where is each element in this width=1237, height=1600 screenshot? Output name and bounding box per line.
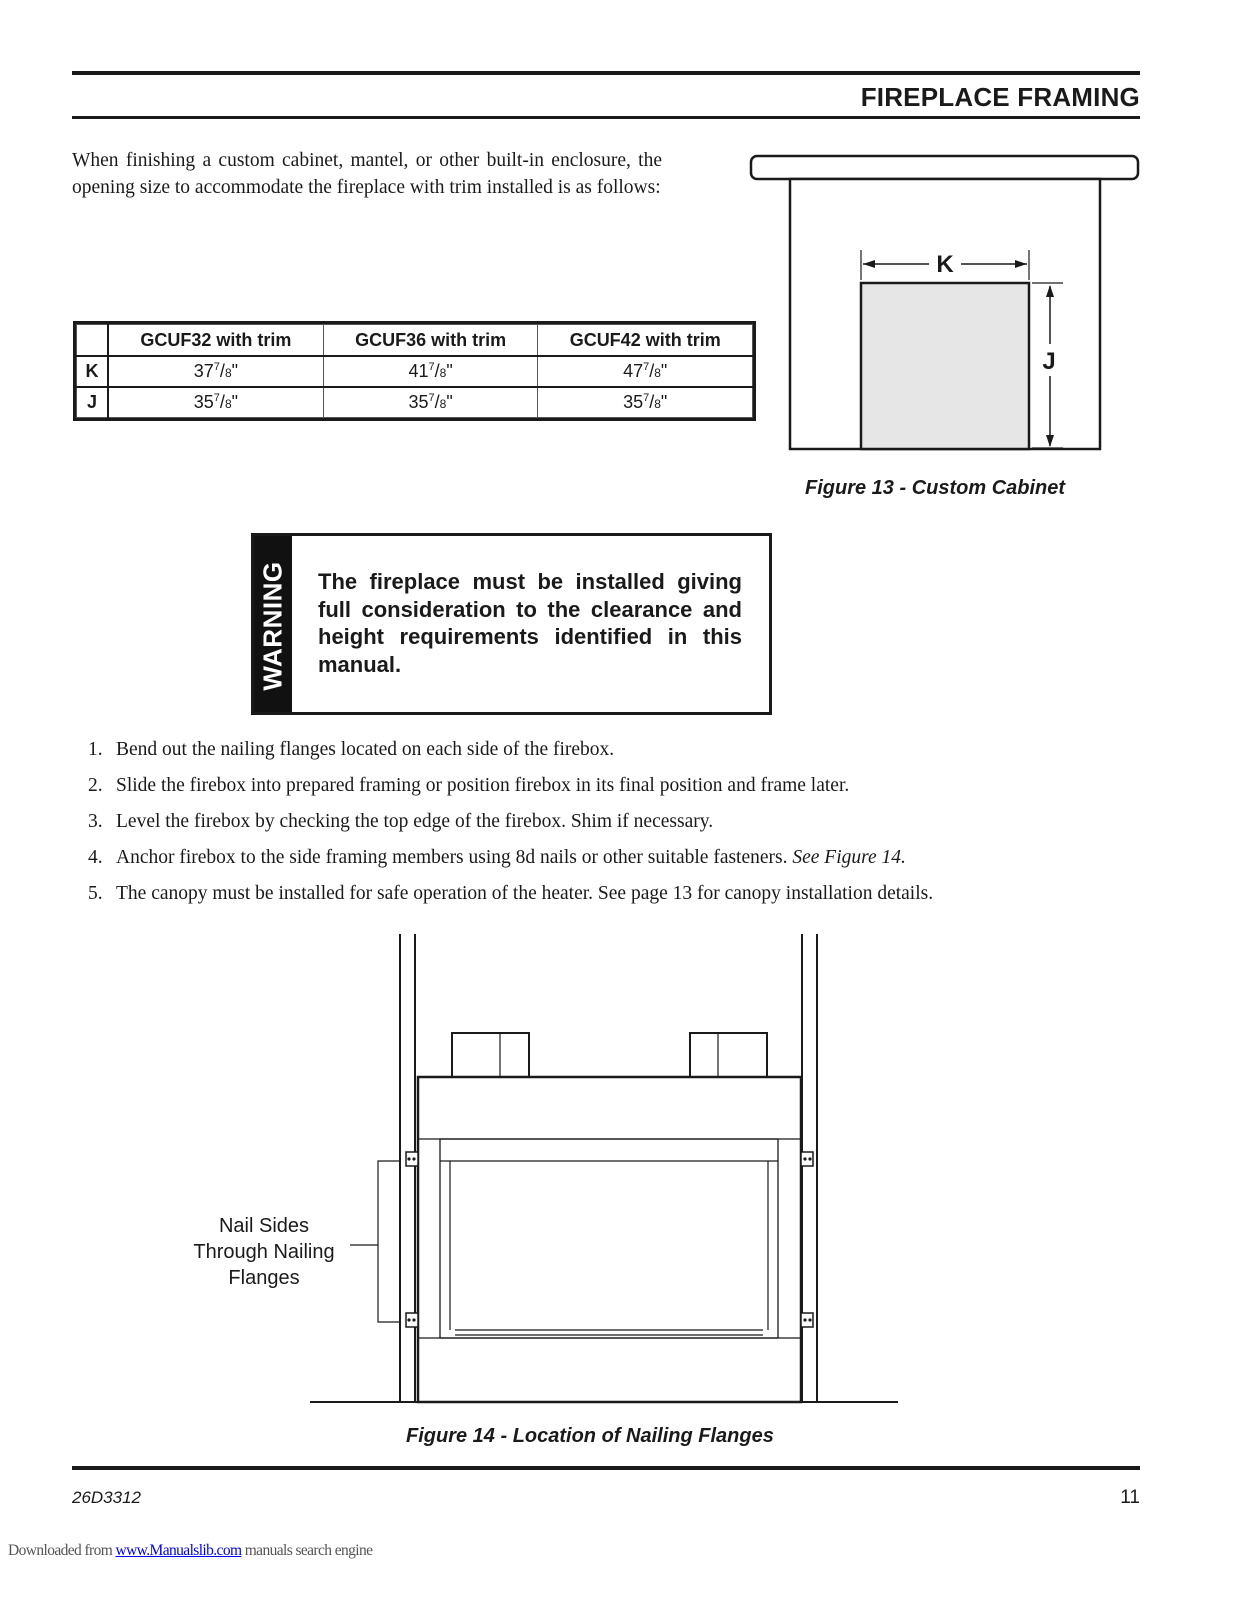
title-underline [72,116,1140,119]
table-cell: $35^7/8$" [538,387,753,417]
table-row-j [77,387,753,417]
nailing-flange-callout: Nail Sides Through Nailing Flanges [193,1215,335,1289]
dimension-label-j: J [1042,348,1056,375]
figure-13-diagram [745,150,1145,455]
warning-text: The fireplace must be installed giving full consideration to the clearance and height requirements identified in this manual. [318,569,742,677]
footer-rule [72,1466,1140,1470]
figure-14-reference: See Figure 14. [792,847,906,868]
list-item: 3. Level the firebox by checking the top edge of the firebox. Shim if necessary. [88,811,714,832]
mantel-shelf [751,156,1138,179]
vent-collar-right [690,1033,767,1077]
figure-13-caption: Figure 13 - Custom Cabinet [805,477,1066,499]
firebox-body [418,1077,801,1402]
vent-collar-left [452,1033,529,1077]
installation-steps [88,737,1148,917]
callout-bracket [378,1161,400,1322]
list-item: 4. Anchor firebox to the side framing members using 8d nails or other suitable fasteners. See Figure 14. [88,847,906,868]
list-item: 5. The canopy must be installed for safe operation of the heater. See page 13 for canopy installation details. [88,883,934,904]
table-header-gcuf36: GCUF36 with trim [323,325,538,357]
table-row-k [77,356,753,387]
table-header-gcuf32: GCUF32 with trim [108,325,323,357]
figure-14-caption: Figure 14 - Location of Nailing Flanges [406,1425,774,1447]
table-header-row [77,325,753,357]
warning-label: WARNING [257,561,288,691]
table-header-gcuf42: GCUF42 with trim [538,325,753,357]
page-number: 11 [1120,1487,1140,1508]
table-cell: $35^7/8$" [108,387,323,417]
figure-14-diagram [300,930,910,1410]
section-title: FIREPLACE FRAMING [860,82,1140,112]
row-label-j: J [77,387,109,417]
table-cell: $35^7/8$" [323,387,538,417]
intro-paragraph: When finishing a custom cabinet, mantel, or other built-in enclosure, the opening size to accommodate the fireplace with trim installed is as follows: [72,150,662,198]
opening-size-table [73,321,756,421]
warning-side-bar [254,536,292,712]
warning-box [251,533,772,715]
table-corner-cell [77,325,109,357]
table-cell: $47^7/8$" [538,356,753,387]
table-cell: $41^7/8$" [323,356,538,387]
list-item: 1. Bend out the nailing flanges located on each side of the firebox. [88,739,615,760]
fireplace-opening [861,283,1029,449]
dimension-label-k: K [936,251,954,278]
top-rule [72,71,1140,75]
download-attribution: Downloaded from www.Manualslib.com manuals search engine [8,1542,373,1559]
row-label-k: K [77,356,109,387]
manualslib-link[interactable]: www.Manualslib.com [115,1542,242,1559]
document-number: 26D3312 [72,1488,142,1507]
list-item: 2. Slide the firebox into prepared framing or position firebox in its final position and frame later. [88,775,850,796]
table-cell: $37^7/8$" [108,356,323,387]
